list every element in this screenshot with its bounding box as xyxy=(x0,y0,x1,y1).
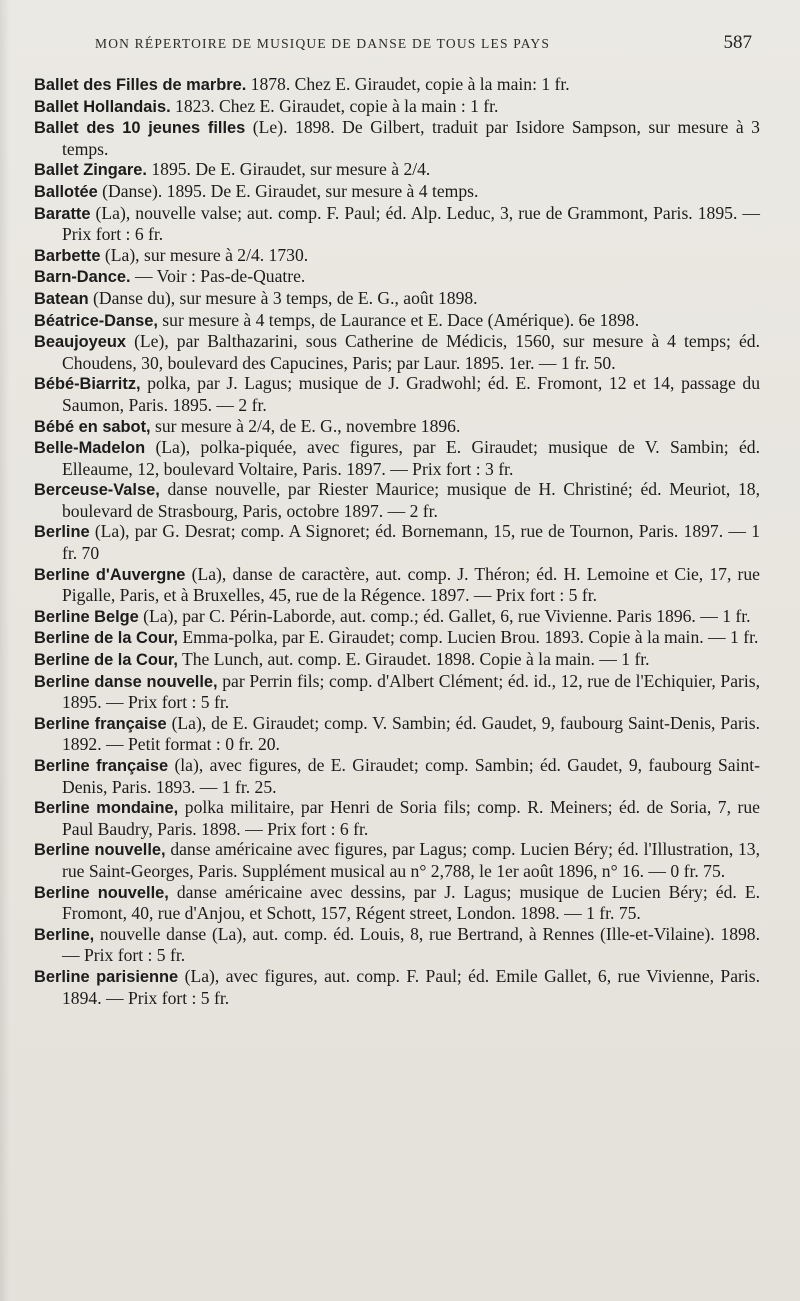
list-item xyxy=(34,117,760,159)
entry-title: Barn-Dance. xyxy=(34,268,131,287)
entry-details: 1878. Chez E. Giraudet, copie à la main: 1 fr. xyxy=(246,74,570,94)
list-item xyxy=(34,288,760,310)
list-item xyxy=(34,266,760,288)
entry-details: danse américaine avec figures, par Lagus; comp. Lucien Béry; éd. l'Illustration, 13, rue Saint-Georges, Paris. Supplément musical au n° 2,788, le 1er août 1896, n° 16. — 0 fr. 75. xyxy=(62,839,760,881)
entry-title: Berline française xyxy=(34,757,169,775)
entry-title: Baratte xyxy=(34,204,91,223)
entry-list xyxy=(34,74,760,1008)
list-item xyxy=(34,564,760,606)
entry-details: sur mesure à 4 temps, de Laurance et E. Dace (Amérique). 6e 1898. xyxy=(157,309,640,330)
entry-title: Bébé-Biarritz, xyxy=(34,375,141,394)
entry-details: (La), par G. Desrat; comp. A Signoret; éd. Bornemann, 15, rue de Tournon, Paris. 1897. — 1 fr. 70 xyxy=(62,521,760,564)
entry-title: Ballotée xyxy=(34,182,98,201)
entry-details: (Danse du), sur mesure à 3 temps, de E. G., août 1898. xyxy=(88,287,478,308)
entry-title: Berline, xyxy=(34,925,95,944)
list-item xyxy=(34,966,760,1008)
list-item xyxy=(34,203,760,245)
entry-title: Béatrice-Danse, xyxy=(34,311,158,330)
list-item xyxy=(34,797,760,839)
entry-details: (la), avec figures, de E. Giraudet; comp. Sambin; éd. Gaudet, 9, faubourg Saint-Denis, Paris. 1893. — 1 fr. 25. xyxy=(62,755,761,797)
entry-details: (Danse). 1895. De E. Giraudet, sur mesure à 4 temps. xyxy=(97,180,479,201)
entry-details: 1823. Chez E. Giraudet, copie à la main : 1 fr. xyxy=(170,95,499,116)
list-item xyxy=(34,671,760,713)
entry-title: Berline Belge xyxy=(34,607,139,626)
entry-title: Ballet des Filles de marbre. xyxy=(34,76,247,94)
entry-details: (La), sur mesure à 2/4. 1730. xyxy=(100,244,309,265)
entry-title: Berline xyxy=(34,523,90,542)
list-item xyxy=(34,713,760,755)
entry-title: Berline de la Cour, xyxy=(34,629,178,648)
list-item xyxy=(34,606,760,628)
entry-details: The Lunch, aut. comp. E. Giraudet. 1898. Copie à la main. — 1 fr. xyxy=(177,649,650,670)
entry-details: (Le), par Balthazarini, sous Catherine de Médicis, 1560, sur mesure à 4 temps; éd. Choudens, 30, boulevard des Capucines, Paris; par Laur. 1895. 1er. — 1 fr. 50. xyxy=(62,331,760,373)
entry-details: (La), danse de caractère, aut. comp. J. Théron; éd. H. Lemoine et Cie, 17, rue Pigalle, Paris, et à Bruxelles, 45, rue de la Régence. 1897. — Prix fort : 5 fr. xyxy=(62,563,760,606)
entry-title: Ballet des 10 jeunes filles xyxy=(34,119,246,138)
list-item xyxy=(34,882,760,924)
entry-details: (La), par C. Périn-Laborde, aut. comp.; éd. Gallet, 6, rue Vivienne. Paris 1896. — 1 fr. xyxy=(138,605,751,626)
list-item xyxy=(34,245,760,267)
entry-title: Batean xyxy=(34,289,89,308)
list-item xyxy=(34,181,760,203)
list-item xyxy=(34,521,760,563)
list-item xyxy=(34,159,760,181)
running-head: MON RÉPERTOIRE DE MUSIQUE DE DANSE DE TOUS LES PAYS xyxy=(95,36,551,51)
entry-title: Berline d'Auvergne xyxy=(34,565,186,584)
entry-title: Bébé en sabot, xyxy=(34,417,151,436)
entry-title: Berline de la Cour, xyxy=(34,651,178,670)
entry-title: Berline nouvelle, xyxy=(34,841,166,860)
list-item xyxy=(34,755,760,797)
entry-details: polka militaire, par Henri de Soria fils; comp. R. Meiners; éd. de Soria, 7, rue Paul Baudry, Paris. 1898. — Prix fort : 6 fr. xyxy=(62,797,760,839)
entry-title: Ballet Hollandais. xyxy=(34,97,171,116)
entry-details: — Voir : Pas-de-Quatre. xyxy=(130,266,306,287)
page-number: 587 xyxy=(723,32,752,53)
entry-details: polka, par J. Lagus; musique de J. Gradwohl; éd. E. Fromont, 12 et 14, passage du Saumon, Paris. 1895. — 2 fr. xyxy=(62,373,760,415)
entry-title: Berline mondaine, xyxy=(34,799,179,818)
list-item xyxy=(34,373,760,415)
page-header xyxy=(95,32,752,58)
entry-details: nouvelle danse (La), aut. comp. éd. Louis, 8, rue Bertrand, à Rennes (Ille-et-Vilaine). 1898. — Prix fort : 5 fr. xyxy=(62,923,760,966)
list-item xyxy=(34,437,760,479)
entry-details: (La), polka-piquée, avec figures, par E. Giraudet; musique de V. Sambin; éd. Elleaume, 12, boulevard Voltaire, Paris. 1897. — Prix fort : 3 fr. xyxy=(62,437,760,479)
list-item xyxy=(34,96,760,118)
entry-title: Beaujoyeux xyxy=(34,333,127,352)
entry-details: sur mesure à 2/4, de E. G., novembre 1896. xyxy=(150,415,461,436)
entry-title: Berline française xyxy=(34,714,167,733)
list-item xyxy=(34,416,760,438)
entry-details: par Perrin fils; comp. d'Albert Clément; éd. id., 12, rue de l'Echiquier, Paris, 1895. — Prix fort : 5 fr. xyxy=(62,670,761,713)
entry-title: Berceuse-Valse, xyxy=(34,481,160,500)
entry-title: Berline parisienne xyxy=(34,967,179,986)
entry-details: (La), nouvelle valse; aut. comp. F. Paul; éd. Alp. Leduc, 3, rue de Grammont, Paris. 1895. — Prix fort : 6 fr. xyxy=(62,202,760,245)
entry-details: Emma-polka, par E. Giraudet; comp. Lucien Brou. 1893. Copie à la main. — 1 fr. xyxy=(177,627,759,648)
entry-title: Ballet Zingare. xyxy=(34,161,147,180)
entry-details: danse américaine avec dessins, par J. Lagus; musique de Lucien Béry; éd. E. Fromont, 40, rue d'Anjou, et Schott, 157, Régent street, London. 1898. — 1 fr. 75. xyxy=(62,881,760,924)
entry-title: Belle-Madelon xyxy=(34,439,146,458)
entry-title: Barbette xyxy=(34,246,101,265)
list-item xyxy=(34,839,760,881)
list-item xyxy=(34,74,760,96)
entry-title: Berline nouvelle, xyxy=(34,883,169,902)
list-item xyxy=(34,331,760,373)
list-item xyxy=(34,924,760,966)
entry-details: danse nouvelle, par Riester Maurice; musique de H. Christiné; éd. Meuriot, 18, boulevard de Strasbourg, Paris, octobre 1897. — 2 fr. xyxy=(62,479,760,521)
entry-details: (La), avec figures, aut. comp. F. Paul; éd. Emile Gallet, 6, rue Vivienne, Paris. 1894. — Prix fort : 5 fr. xyxy=(62,965,760,1008)
entry-details: 1895. De E. Giraudet, sur mesure à 2/4. xyxy=(146,159,431,180)
page-gutter-shadow xyxy=(0,0,10,1301)
list-item xyxy=(34,479,760,521)
entry-details: (La), de E. Giraudet; comp. V. Sambin; éd. Gaudet, 9, faubourg Saint-Denis, Paris. 1892. — Petit format : 0 fr. 20. xyxy=(62,712,760,755)
entry-details: (Le). 1898. De Gilbert, traduit par Isidore Sampson, sur mesure à 3 temps. xyxy=(62,117,760,159)
entry-title: Berline danse nouvelle, xyxy=(34,672,218,691)
list-item xyxy=(34,649,760,671)
list-item xyxy=(34,627,760,649)
list-item xyxy=(34,310,760,332)
